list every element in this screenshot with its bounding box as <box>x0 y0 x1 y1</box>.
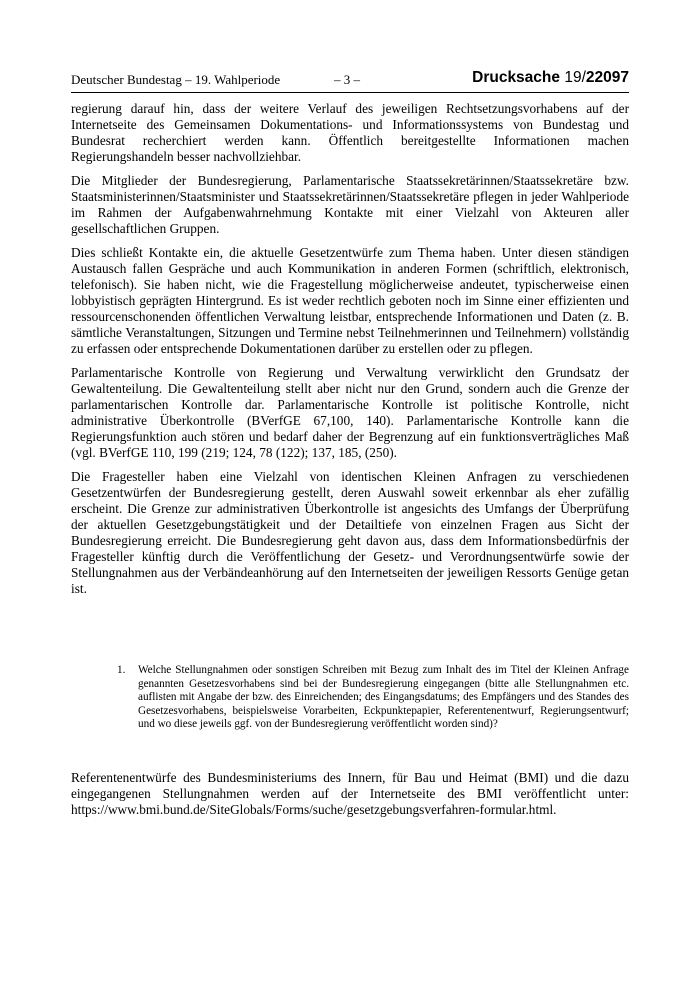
document-number-suffix: 22097 <box>585 69 629 86</box>
page-number: – 3 – <box>334 72 360 87</box>
document-number <box>472 69 629 87</box>
paragraph: Parlamentarische Kontrolle von Regierung und Verwaltung verwirklicht den Grundsatz der Gewaltenteilung. Die Gewaltenteilung stellt aber nicht nur den Grund, sondern auch die Grenze der parlamentarischen Kontrolle dar. Parlamentarische Kontrolle ist politische Kontrolle, nicht administrative Überkontrolle (BVerfGE 67,100, 140). Parlamentarische Kontrolle kann die Regierungsfunktion auch stören und bedarf daher der Begrenzung auf ein funktionsverträgliches Maß (vgl. BVerfGE 110, 199 (219; 124, 78 (122); 137, 185, (250). <box>71 365 629 460</box>
document-label: Drucksache <box>472 69 561 86</box>
paragraph: Die Fragesteller haben eine Vielzahl von identischen Kleinen Anfragen zu verschiedenen Gesetzentwürfen der Bundesregierung gestellt, deren Auswahl soweit erkennbar als eher zufällig erscheint. Die Grenze zur administrativen Überkontrolle ist angesichts des Umfangs der Überprüfung der aktuellen Gesetzgebungstätigkeit und der Detailtiefe von einzelnen Fragen aus Sicht der Bundesregierung erreicht. Die Bundesregierung geht davon aus, dass dem Informationsbedürfnis der Fragesteller künftig durch die Veröffentlichung der Gesetz- und Verordnungsentwürfe sowie der Stellungnahmen aus der Verbändeanhörung auf den Internetseiten der jeweiligen Ressorts Genüge getan ist. <box>71 469 629 596</box>
answer-text: Referentenentwürfe des Bundesministeriums des Innern, für Bau und Heimat (BMI) und die dazu eingegangenen Stellungnahmen werden auf der Internetseite des BMI veröffentlicht unter: https://www.bmi.bund.de/SiteGlobals/Forms/suche/gesetzgebungsverfahren-formular.html. <box>71 770 629 817</box>
header-publisher: Deutscher Bundestag – 19. Wahlperiode <box>71 72 281 87</box>
document-number-prefix: 19/ <box>564 69 586 86</box>
question-number: 1. <box>117 664 126 676</box>
question-text: Welche Stellungnahmen oder sonstigen Schreiben mit Bezug zum Inhalt des im Titel der Kleinen Anfrage genannten Gesetzesvorhabens sind bei der Bundesregierung eingegangen (bitte alle Stellungnahmen etc. auflisten mit Angabe der bzw. des Einreichenden; des Eingangsdatums; des Empfängers und des Standes des Gesetzesvorhabens, beispielsweise Vorarbeiten, Eckpunktepapier, Referentenentwurf, Regierungsentwurf; und wo diese jeweils ggf. von der Bundesregierung veröffentlicht worden sind)? <box>138 664 629 731</box>
header-rule <box>71 92 629 93</box>
paragraph: Dies schließt Kontakte ein, die aktuelle Gesetzentwürfe zum Thema haben. Unter diesen ständigen Austausch fallen Gespräche und auch Kommunikation in anderen Formen (schriftlich, elektronisch, telefonisch). Sie haben nicht, wie die Fragestellung möglicherweise andeutet, typischerweise einen lobbyistisch geprägten Hintergrund. Es ist weder rechtlich geboten noch im Sinne einer effizienten und ressourcenschonenden öffentlichen Verwaltung leistbar, entsprechende Informationen und Daten (z. B. sämtliche Veranstaltungen, Sitzungen und Termine nebst Teilnehmerinnen und Teilnehmern) vollständig zu erfassen oder entsprechende Dokumentationen darüber zu erstellen oder zu pflegen. <box>71 245 629 356</box>
page-header <box>71 69 629 92</box>
paragraph: Die Mitglieder der Bundesregierung, Parlamentarische Staatssekretärinnen/Staatssekretäre bzw. Staatsministerinnen/Staatsminister und Staatssekretärinnen/Staatssekretäre pflegen in jeder Wahlperiode im Rahmen der Aufgabenwahrnehmung Kontakte mit einer Vielzahl von Akteuren aller gesellschaftlichen Gruppen. <box>71 173 629 236</box>
question-block <box>117 664 629 732</box>
body-text <box>71 101 629 605</box>
paragraph: regierung darauf hin, dass der weitere Verlauf des jeweiligen Rechtsetzungsvorhabens auf der Internetseite des Gemeinsamen Dokumentations- und Informationssystems von Bundestag und Bundesrat recherchiert werden kann. Öffentlich bereitgestellte Informationen machen Regierungshandeln besser nachvollziehbar. <box>71 101 629 164</box>
